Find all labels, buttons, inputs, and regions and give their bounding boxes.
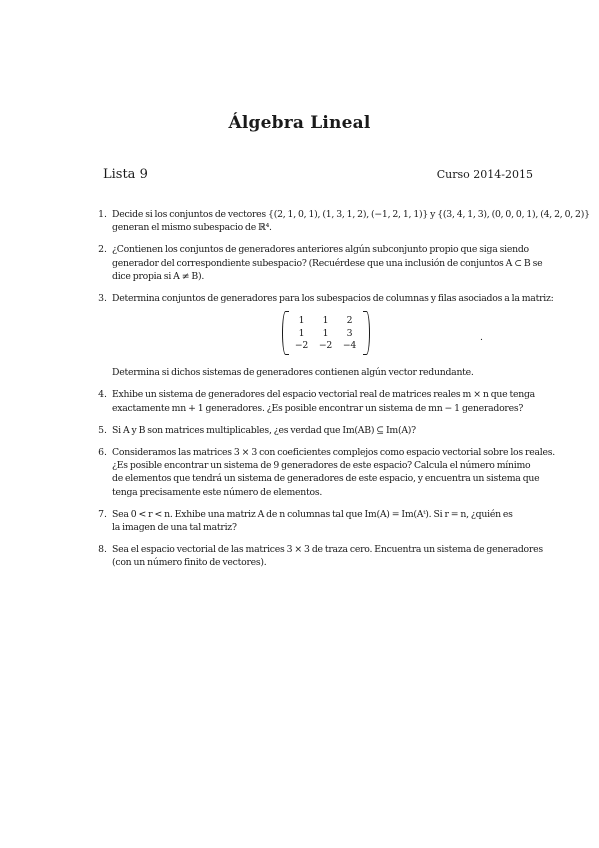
problem-number: 5. <box>98 424 107 436</box>
problem-text-line: (con un número finito de vectores). <box>112 557 267 569</box>
problem-text-line: Consideramos las matrices 3 × 3 con coeficientes complejos como espacio vectorial sobre los reales. <box>112 447 555 459</box>
problem-item <box>94 543 543 569</box>
matrix-row <box>290 339 362 352</box>
matrix <box>290 314 362 352</box>
problem-item <box>94 388 539 414</box>
course-label: Curso 2014-2015 <box>436 168 533 181</box>
problem-item <box>94 446 555 499</box>
problem-text-line: Decide si los conjuntos de vectores {(2, 1, 0, 1), (1, 3, 1, 2), (−1, 2, 1, 1)} y {(3, 4, 1, 3), (0, 0, 0, 1), (4, 2, 0, 2)} <box>112 209 590 220</box>
problem-item <box>94 243 543 283</box>
matrix-cell: 3 <box>346 327 353 339</box>
problem-text-line: Determina si dichos sistemas de generadores contienen algún vector redundante. <box>112 367 474 379</box>
problem-item <box>94 424 539 437</box>
matrix-cell: 1 <box>322 327 329 339</box>
matrix-cell: 1 <box>322 315 329 327</box>
matrix-cell: −2 <box>294 340 309 352</box>
problem-text-line: ¿Es posible encontrar un sistema de 9 generadores de este espacio? Calcula el número mínimo <box>112 460 531 472</box>
problem-text-line: exactamente mn + 1 generadores. ¿Es posible encontrar un sistema de mn − 1 generadores? <box>112 402 524 414</box>
problem-number: 2. <box>98 244 107 256</box>
problem-text-line: Determina conjuntos de generadores para los subespacios de columnas y filas asociados a la matriz: <box>112 293 554 305</box>
problem-number: 3. <box>98 293 107 305</box>
problem-item <box>94 292 554 379</box>
matrix-display <box>112 314 539 358</box>
problem-number: 7. <box>98 508 107 520</box>
problem-text-line: ¿Contienen los conjuntos de generadores anteriores algún subconjunto propio que siga siendo <box>112 244 529 256</box>
problem-number: 6. <box>98 447 107 459</box>
page-title: Álgebra Lineal <box>228 113 371 133</box>
matrix-row <box>290 327 362 340</box>
problem-text-line: generador del correspondiente subespacio? (Recuérdese que una inclusión de conjuntos A ⊂ B se <box>112 257 543 269</box>
problem-text-line: Exhibe un sistema de generadores del espacio vectorial real de matrices reales m × n que tenga <box>112 389 535 401</box>
problem-text-line: Sea 0 < r < n. Exhibe una matriz A de n columnas tal que Im(A) = Im(Aᵗ). Si r = n, ¿quién es <box>112 508 513 520</box>
problem-text-line: de elementos que tendrá un sistema de generadores de este espacio, y encuentra un sistema que <box>112 473 540 485</box>
list-label: Lista 9 <box>103 167 148 182</box>
left-parenthesis <box>282 311 289 355</box>
problem-text-line: Sea el espacio vectorial de las matrices 3 × 3 de traza cero. Encuentra un sistema de generadores <box>112 544 543 556</box>
problem-text-line: la imagen de una tal matriz? <box>112 522 237 534</box>
problem-number: 4. <box>98 389 107 401</box>
problem-number: 8. <box>98 544 107 556</box>
matrix-row <box>290 314 362 327</box>
problem-text-line: tenga precisamente este número de elementos. <box>112 486 323 498</box>
matrix-period: . <box>480 332 483 344</box>
problem-text-line: generan el mismo subespacio de ℝ⁴. <box>112 222 272 234</box>
matrix-cell: 2 <box>346 315 353 327</box>
problem-text-line: Si A y B son matrices multiplicables, ¿es verdad que Im(AB) ⊆ Im(A)? <box>112 424 416 436</box>
right-parenthesis <box>363 311 370 355</box>
matrix-cell: 1 <box>298 315 305 327</box>
matrix-cell: 1 <box>298 327 305 339</box>
problem-list <box>94 208 590 579</box>
problem-item <box>94 508 539 534</box>
matrix-cell: −2 <box>318 340 333 352</box>
problem-text-line: dice propia si A ≠ B). <box>112 270 205 282</box>
problem-number: 1. <box>98 209 107 220</box>
matrix-cell: −4 <box>342 340 357 352</box>
problem-item <box>94 208 590 234</box>
